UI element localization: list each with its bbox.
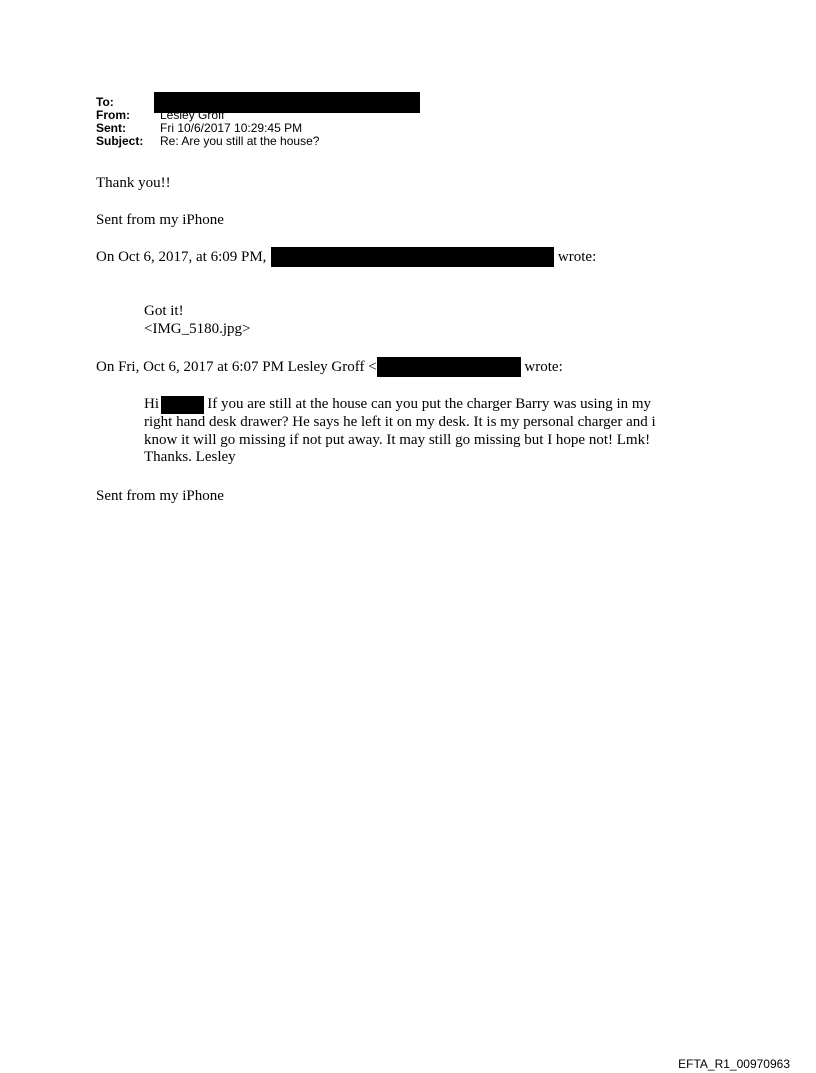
subject-label: Subject:: [96, 134, 144, 148]
document-id: EFTA_R1_00970963: [678, 1057, 790, 1071]
thanks-line: Thank you!!: [96, 175, 171, 191]
reply-intro: [96, 248, 596, 267]
original-intro-prefix: On Fri, Oct 6, 2017 at 6:07 PM Lesley Groff <: [96, 359, 377, 375]
original-intro-suffix: wrote:: [524, 359, 563, 375]
original-greeting: Hi: [144, 396, 159, 412]
original-message: [144, 396, 674, 467]
reply-intro-suffix: wrote:: [557, 249, 597, 265]
signature-line-1: Sent from my iPhone: [96, 212, 224, 228]
from-value: Lesley Groff: [160, 108, 225, 122]
subject-value: Re: Are you still at the house?: [160, 134, 320, 148]
recipient-name-redaction: [161, 396, 204, 414]
reply-sender-redaction: [271, 247, 554, 267]
reply-line-1: Got it!: [144, 303, 184, 319]
from-label: From:: [96, 108, 130, 122]
reply-line-2: <IMG_5180.jpg>: [144, 321, 251, 337]
sent-label: Sent:: [96, 121, 126, 135]
original-email-redaction: [377, 357, 521, 377]
signature-line-2: Sent from my iPhone: [96, 488, 224, 504]
reply-intro-prefix: On Oct 6, 2017, at 6:09 PM,: [96, 249, 267, 265]
original-message-text: . If you are still at the house can you put the charger Barry was using in my right hand desk drawer? He says he left it on my desk. It is my personal charger and i know it will go missing if not put away. It may still go missing but I hope not! Lmk! Thanks. Lesley: [144, 396, 656, 465]
original-intro: [96, 358, 563, 377]
to-label: To:: [96, 95, 114, 109]
sent-value: Fri 10/6/2017 10:29:45 PM: [160, 121, 303, 135]
